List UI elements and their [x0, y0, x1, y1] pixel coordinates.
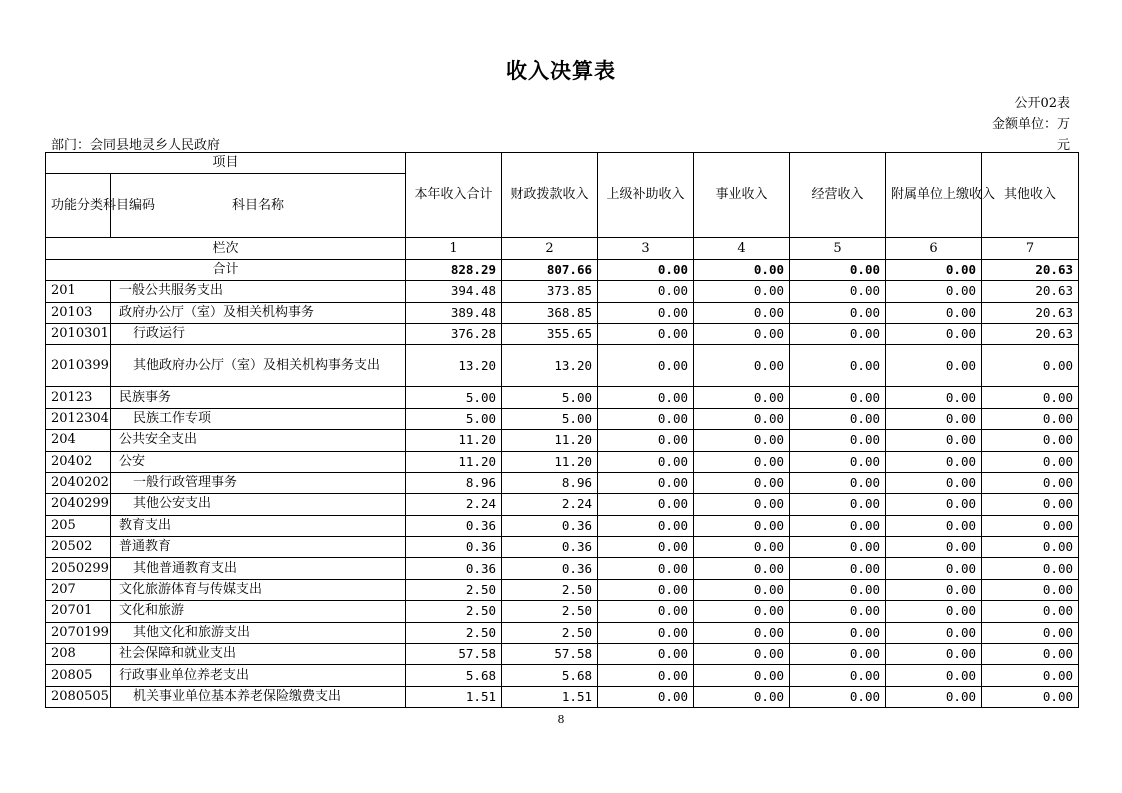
total-value: 20.63 [982, 259, 1079, 280]
department-label: 部门：会同县地灵乡人民政府 [51, 138, 221, 153]
amount-cell: 0.00 [598, 387, 694, 408]
col-header-3: 上级补助收入 [598, 153, 694, 238]
amount-cell: 2.50 [502, 579, 598, 600]
amount-cell: 0.00 [886, 430, 982, 451]
amount-cell: 0.00 [886, 579, 982, 600]
amount-cell: 0.00 [886, 537, 982, 558]
subject-name: 政府办公厅（室）及相关机构事务 [111, 302, 406, 323]
amount-cell: 0.00 [886, 345, 982, 387]
table-row [46, 622, 1079, 643]
col-header-6: 附属单位上缴收入 [886, 153, 982, 238]
amount-cell: 0.00 [886, 302, 982, 323]
col-num-5: 5 [790, 238, 886, 259]
amount-cell: 5.00 [406, 387, 502, 408]
amount-cell: 0.00 [886, 323, 982, 344]
amount-cell: 0.00 [598, 665, 694, 686]
amount-cell: 0.00 [982, 430, 1079, 451]
total-value: 0.00 [694, 259, 790, 280]
amount-cell: 0.00 [694, 281, 790, 302]
col-header-5: 经营收入 [790, 153, 886, 238]
table-body [46, 281, 1079, 708]
amount-cell: 0.00 [694, 345, 790, 387]
subject-code: 2012304 [46, 408, 111, 429]
amount-cell: 0.00 [790, 665, 886, 686]
subject-code: 205 [46, 515, 111, 536]
total-value: 0.00 [886, 259, 982, 280]
table-row [46, 408, 1079, 429]
amount-cell: 0.00 [982, 558, 1079, 579]
amount-cell: 0.00 [598, 558, 694, 579]
amount-cell: 0.00 [790, 451, 886, 472]
amount-cell: 0.00 [598, 472, 694, 493]
amount-cell: 57.58 [406, 644, 502, 665]
amount-cell: 0.00 [790, 408, 886, 429]
amount-cell: 0.00 [598, 302, 694, 323]
subject-code: 20701 [46, 601, 111, 622]
page-number: 8 [557, 713, 565, 726]
amount-cell: 0.00 [886, 281, 982, 302]
subject-name: 其他文化和旅游支出 [111, 622, 406, 643]
amount-cell: 0.00 [598, 430, 694, 451]
table-row [46, 494, 1079, 515]
subject-code: 207 [46, 579, 111, 600]
subject-code: 20502 [46, 537, 111, 558]
amount-cell: 0.36 [406, 515, 502, 536]
amount-cell: 0.00 [790, 601, 886, 622]
table-row [46, 302, 1079, 323]
col-header-2: 财政拨款收入 [502, 153, 598, 238]
amount-cell: 0.00 [982, 644, 1079, 665]
amount-cell: 13.20 [502, 345, 598, 387]
amount-cell: 0.00 [790, 558, 886, 579]
amount-cell: 0.00 [694, 665, 790, 686]
amount-cell: 0.00 [886, 515, 982, 536]
amount-cell: 0.36 [406, 537, 502, 558]
unit-label: 金额单位：万 [991, 117, 1070, 132]
col-num-4: 4 [694, 238, 790, 259]
amount-cell: 5.00 [406, 408, 502, 429]
amount-cell: 0.00 [982, 515, 1079, 536]
subject-name: 教育支出 [111, 515, 406, 536]
subject-code: 2050299 [46, 558, 111, 579]
col-header-7: 其他收入 [982, 153, 1079, 238]
subject-name: 公共安全支出 [111, 430, 406, 451]
amount-cell: 2.50 [502, 622, 598, 643]
amount-cell: 0.00 [694, 644, 790, 665]
amount-cell: 0.00 [982, 387, 1079, 408]
subject-name: 民族工作专项 [111, 408, 406, 429]
amount-cell: 0.00 [886, 665, 982, 686]
income-table [45, 152, 1079, 708]
subject-code: 20402 [46, 451, 111, 472]
amount-cell: 57.58 [502, 644, 598, 665]
amount-cell: 0.00 [982, 408, 1079, 429]
table-row [46, 430, 1079, 451]
amount-cell: 0.00 [790, 494, 886, 515]
amount-cell: 2.24 [502, 494, 598, 515]
subject-name: 其他公安支出 [111, 494, 406, 515]
amount-cell: 0.00 [598, 515, 694, 536]
amount-cell: 13.20 [406, 345, 502, 387]
subject-name: 行政事业单位养老支出 [111, 665, 406, 686]
amount-cell: 0.00 [790, 622, 886, 643]
col-header-1: 本年收入合计 [406, 153, 502, 238]
amount-cell: 355.65 [502, 323, 598, 344]
amount-cell: 0.00 [790, 537, 886, 558]
amount-cell: 0.00 [790, 644, 886, 665]
amount-cell: 0.00 [694, 451, 790, 472]
amount-cell: 0.00 [790, 345, 886, 387]
header-subject-name: 科目名称 [111, 174, 406, 238]
amount-cell: 0.00 [982, 451, 1079, 472]
table-row [46, 665, 1079, 686]
amount-cell: 0.00 [790, 472, 886, 493]
amount-cell: 0.00 [694, 558, 790, 579]
amount-cell: 0.00 [790, 686, 886, 707]
subject-code: 208 [46, 644, 111, 665]
table-row [46, 558, 1079, 579]
amount-cell: 0.00 [598, 345, 694, 387]
amount-cell: 0.00 [694, 323, 790, 344]
table-row [46, 472, 1079, 493]
amount-cell: 0.00 [694, 622, 790, 643]
amount-cell: 0.00 [982, 494, 1079, 515]
amount-cell: 0.00 [598, 494, 694, 515]
amount-cell: 8.96 [406, 472, 502, 493]
amount-cell: 2.50 [406, 579, 502, 600]
subject-name: 文化旅游体育与传媒支出 [111, 579, 406, 600]
total-label: 合计 [46, 259, 406, 280]
col-num-1: 1 [406, 238, 502, 259]
amount-cell: 2.24 [406, 494, 502, 515]
amount-cell: 0.00 [598, 622, 694, 643]
table-row [46, 601, 1079, 622]
amount-cell: 20.63 [982, 323, 1079, 344]
table-row [46, 451, 1079, 472]
table-row [46, 537, 1079, 558]
amount-cell: 0.00 [694, 302, 790, 323]
amount-cell: 0.00 [886, 494, 982, 515]
table-row [46, 323, 1079, 344]
amount-cell: 0.00 [598, 408, 694, 429]
table-row [46, 686, 1079, 707]
amount-cell: 0.00 [982, 537, 1079, 558]
amount-cell: 1.51 [502, 686, 598, 707]
amount-cell: 0.00 [790, 281, 886, 302]
amount-cell: 0.00 [598, 281, 694, 302]
subject-code: 20805 [46, 665, 111, 686]
amount-cell: 5.00 [502, 387, 598, 408]
subject-name: 一般行政管理事务 [111, 472, 406, 493]
subject-code: 2080505 [46, 686, 111, 707]
amount-cell: 0.00 [598, 579, 694, 600]
table-row [46, 515, 1079, 536]
amount-cell: 0.00 [982, 601, 1079, 622]
subject-name: 行政运行 [111, 323, 406, 344]
amount-cell: 2.50 [502, 601, 598, 622]
col-num-6: 6 [886, 238, 982, 259]
amount-cell: 11.20 [406, 430, 502, 451]
amount-cell: 11.20 [406, 451, 502, 472]
subject-name: 民族事务 [111, 387, 406, 408]
amount-cell: 0.00 [886, 451, 982, 472]
subject-code: 2070199 [46, 622, 111, 643]
table-row [46, 579, 1079, 600]
amount-cell: 0.00 [886, 686, 982, 707]
row-index-label: 栏次 [46, 238, 406, 259]
subject-code: 20123 [46, 387, 111, 408]
subject-code: 2010301 [46, 323, 111, 344]
amount-cell: 373.85 [502, 281, 598, 302]
amount-cell: 0.00 [790, 323, 886, 344]
subject-name: 机关事业单位基本养老保险缴费支出 [111, 686, 406, 707]
table-row [46, 345, 1079, 387]
amount-cell: 11.20 [502, 451, 598, 472]
amount-cell: 5.68 [502, 665, 598, 686]
amount-cell: 0.00 [598, 601, 694, 622]
amount-cell: 0.00 [598, 644, 694, 665]
amount-cell: 0.00 [790, 515, 886, 536]
subject-name: 普通教育 [111, 537, 406, 558]
amount-cell: 0.00 [694, 686, 790, 707]
amount-cell: 11.20 [502, 430, 598, 451]
amount-cell: 0.00 [982, 665, 1079, 686]
amount-cell: 2.50 [406, 622, 502, 643]
amount-cell: 0.00 [790, 579, 886, 600]
amount-cell: 20.63 [982, 302, 1079, 323]
amount-cell: 0.00 [694, 387, 790, 408]
amount-cell: 368.85 [502, 302, 598, 323]
table-row [46, 281, 1079, 302]
amount-cell: 0.00 [982, 472, 1079, 493]
amount-cell: 0.00 [694, 430, 790, 451]
header-item: 项目 [46, 153, 406, 174]
amount-cell: 8.96 [502, 472, 598, 493]
amount-cell: 0.00 [598, 537, 694, 558]
total-value: 0.00 [598, 259, 694, 280]
amount-cell: 0.00 [694, 537, 790, 558]
subject-code: 201 [46, 281, 111, 302]
amount-cell: 0.00 [982, 686, 1079, 707]
subject-code: 204 [46, 430, 111, 451]
subject-code: 2010399 [46, 345, 111, 387]
subject-code: 2040299 [46, 494, 111, 515]
amount-cell: 0.00 [694, 408, 790, 429]
amount-cell: 0.00 [886, 472, 982, 493]
form-number: 公开02表 [1014, 96, 1070, 111]
amount-cell: 0.00 [886, 644, 982, 665]
total-value: 828.29 [406, 259, 502, 280]
table-row [46, 644, 1079, 665]
amount-cell: 394.48 [406, 281, 502, 302]
amount-cell: 0.00 [694, 494, 790, 515]
amount-cell: 0.00 [886, 408, 982, 429]
amount-cell: 0.00 [982, 345, 1079, 387]
subject-code: 20103 [46, 302, 111, 323]
amount-cell: 389.48 [406, 302, 502, 323]
subject-name: 其他政府办公厅（室）及相关机构事务支出 [111, 345, 406, 387]
col-num-2: 2 [502, 238, 598, 259]
subject-name: 文化和旅游 [111, 601, 406, 622]
amount-cell: 0.00 [790, 430, 886, 451]
amount-cell: 0.00 [598, 323, 694, 344]
subject-code: 2040202 [46, 472, 111, 493]
amount-cell: 0.00 [982, 622, 1079, 643]
amount-cell: 1.51 [406, 686, 502, 707]
amount-cell: 0.00 [886, 601, 982, 622]
amount-cell: 0.00 [886, 387, 982, 408]
subject-name: 公安 [111, 451, 406, 472]
total-value: 0.00 [790, 259, 886, 280]
amount-cell: 2.50 [406, 601, 502, 622]
table-row [46, 387, 1079, 408]
amount-cell: 20.63 [982, 281, 1079, 302]
amount-cell: 0.00 [694, 579, 790, 600]
total-row [46, 259, 1079, 280]
amount-cell: 0.00 [886, 622, 982, 643]
amount-cell: 0.00 [598, 451, 694, 472]
subject-name: 其他普通教育支出 [111, 558, 406, 579]
amount-cell: 5.00 [502, 408, 598, 429]
amount-cell: 0.00 [694, 601, 790, 622]
amount-cell: 0.36 [502, 537, 598, 558]
subject-name: 社会保障和就业支出 [111, 644, 406, 665]
amount-cell: 0.00 [598, 686, 694, 707]
unit-suffix: 元 [1056, 138, 1070, 153]
amount-cell: 5.68 [406, 665, 502, 686]
amount-cell: 0.00 [886, 558, 982, 579]
page-title: 收入决算表 [506, 59, 616, 83]
total-value: 807.66 [502, 259, 598, 280]
amount-cell: 0.36 [502, 515, 598, 536]
amount-cell: 0.00 [694, 472, 790, 493]
header-func-code: 功能分类科目编码 [46, 174, 111, 238]
amount-cell: 0.36 [406, 558, 502, 579]
amount-cell: 0.00 [790, 302, 886, 323]
amount-cell: 0.00 [982, 579, 1079, 600]
amount-cell: 0.00 [694, 515, 790, 536]
col-header-4: 事业收入 [694, 153, 790, 238]
amount-cell: 0.00 [790, 387, 886, 408]
col-num-3: 3 [598, 238, 694, 259]
subject-name: 一般公共服务支出 [111, 281, 406, 302]
amount-cell: 376.28 [406, 323, 502, 344]
col-num-7: 7 [982, 238, 1079, 259]
amount-cell: 0.36 [502, 558, 598, 579]
